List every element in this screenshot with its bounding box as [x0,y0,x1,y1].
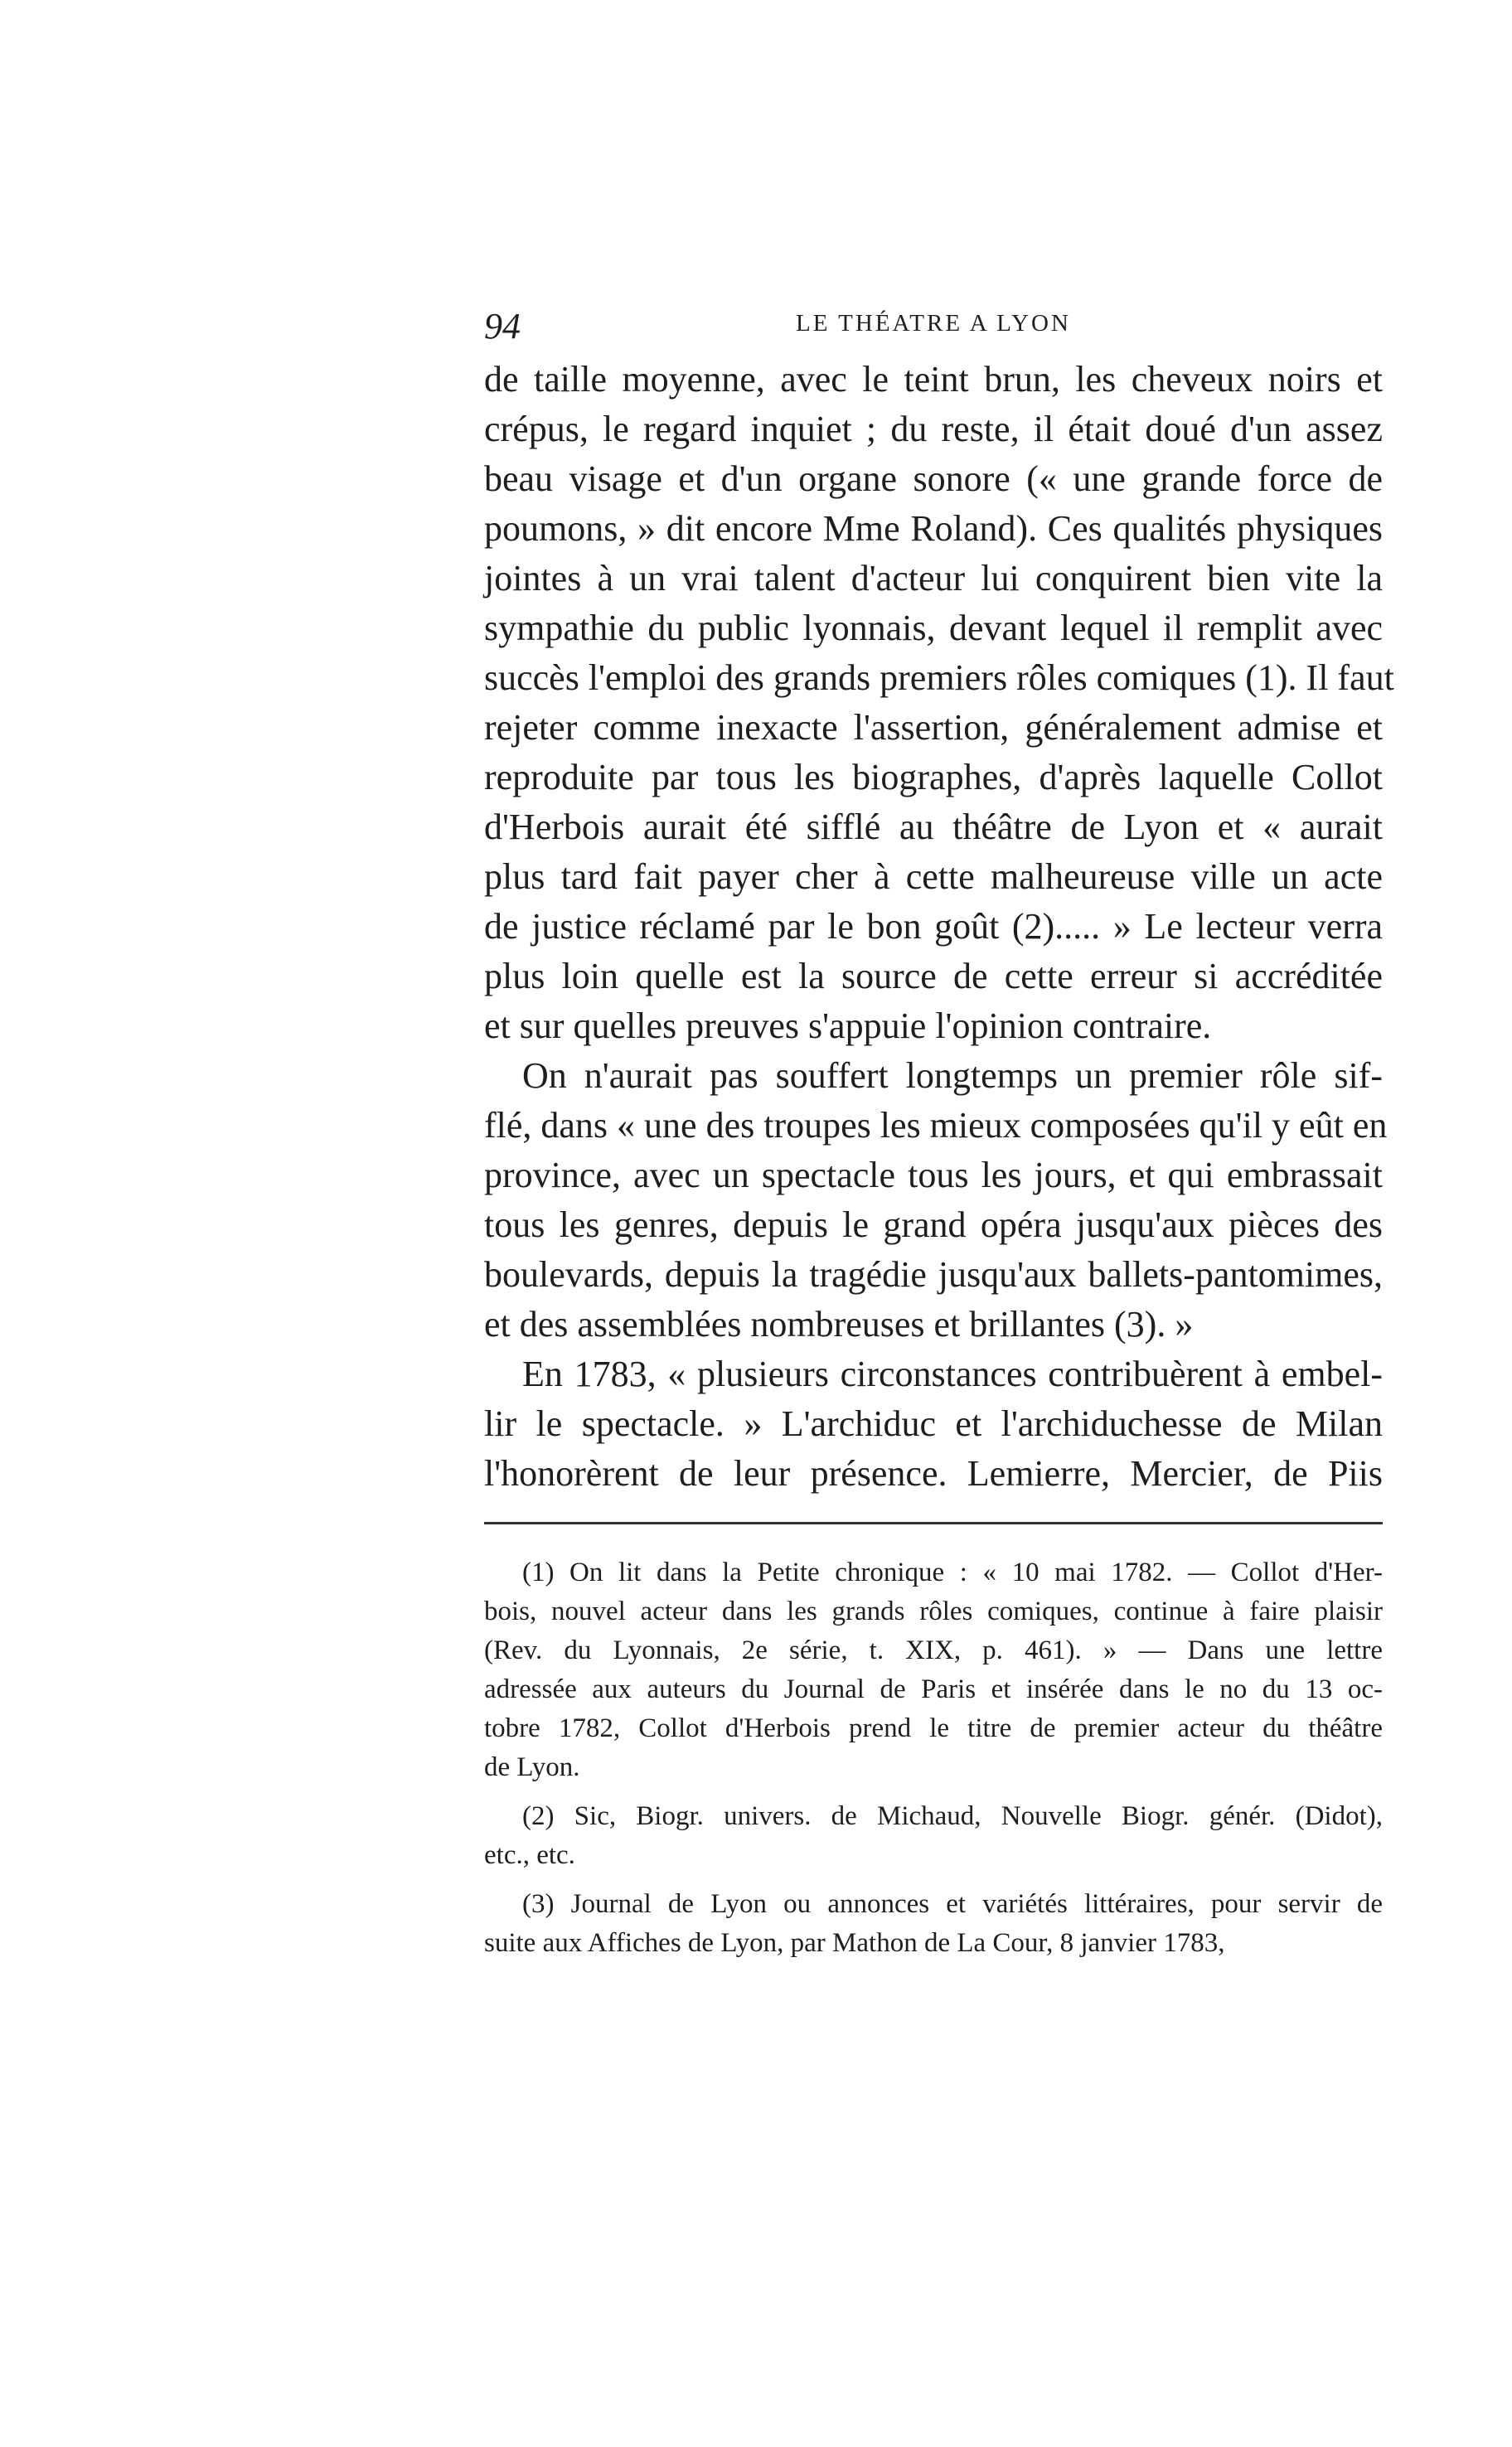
text-line: d'Herbois aurait été sifflé au théâtre de Lyon et « aurait [484,807,1383,847]
text-line: rejeter comme inexacte l'assertion, généralement admise et [484,707,1383,748]
page-header [484,305,1383,355]
footnote-line: etc., etc. [484,1840,575,1870]
text-line: beau visage et d'un organe sonore (« une grande force de [484,458,1383,499]
footnote-line: (2) Sic, Biogr. univers. de Michaud, Nouvelle Biogr. génér. (Didot), [522,1801,1383,1831]
footnote-line: (Rev. du Lyonnais, 2e série, t. XIX, p. 461). » — Dans une lettre [484,1635,1383,1665]
text-line: et des assemblées nombreuses et brillantes (3). » [484,1304,1194,1345]
text-line: En 1783, « plusieurs circonstances contribuèrent à embel- [522,1354,1383,1394]
footnote-3 [484,1885,1383,1963]
text-line: succès l'emploi des grands premiers rôles comiques (1). Il faut [484,657,1394,698]
text-line: On n'aurait pas souffert longtemps un premier rôle sif- [522,1055,1383,1096]
text-line: province, avec un spectacle tous les jours, et qui embrassait [484,1155,1383,1195]
text-line: crépus, le regard inquiet ; du reste, il était doué d'un assez [484,409,1383,449]
page-number: 94 [484,306,521,346]
text-line: sympathie du public lyonnais, devant lequel il remplit avec [484,608,1383,648]
footnote-divider [484,1522,1383,1524]
text-line: boulevards, depuis la tragédie jusqu'aux ballets-pantomimes, [484,1254,1383,1295]
footnote-line: de Lyon. [484,1752,580,1782]
footnote-1 [484,1553,1383,1787]
text-line: plus loin quelle est la source de cette erreur si accréditée [484,956,1383,996]
footnote-line: suite aux Affiches de Lyon, par Mathon de La Cour, 8 janvier 1783, [484,1928,1225,1958]
text-line: et sur quelles preuves s'appuie l'opinion contraire. [484,1005,1212,1046]
text-line: de justice réclamé par le bon goût (2)..... » Le lecteur verra [484,906,1383,947]
footnote-2 [484,1797,1383,1875]
text-line: reproduite par tous les biographes, d'après laquelle Collot [484,757,1383,797]
footnotes [484,1553,1383,1963]
footnote-line: tobre 1782, Collot d'Herbois prend le titre de premier acteur du théâtre [484,1713,1383,1743]
footnote-line: bois, nouvel acteur dans les grands rôles comiques, continue à faire plaisir [484,1597,1383,1626]
footnote-line: (1) On lit dans la Petite chronique : « 10 mai 1782. — Collot d'Her- [522,1558,1383,1587]
running-title: LE THÉATRE A LYON [796,310,1071,337]
text-line: plus tard fait payer cher à cette malheureuse ville un acte [484,856,1383,897]
text-line: flé, dans « une des troupes les mieux composées qu'il y eût en [484,1105,1388,1146]
main-text [484,355,1394,1499]
text-line: jointes à un vrai talent d'acteur lui conquirent bien vite la [484,558,1383,598]
text-line: poumons, » dit encore Mme Roland). Ces qualités physiques [484,508,1383,549]
text-line: lir le spectacle. » L'archiduc et l'archiduchesse de Milan [484,1403,1383,1444]
text-line: tous les genres, depuis le grand opéra jusqu'aux pièces des [484,1204,1383,1245]
text-line: de taille moyenne, avec le teint brun, les cheveux noirs et [484,359,1383,400]
text-line: l'honorèrent de leur présence. Lemierre, Mercier, de Piis [484,1453,1383,1494]
footnote-line: adressée aux auteurs du Journal de Paris et insérée dans le no du 13 oc- [484,1674,1383,1704]
footnote-line: (3) Journal de Lyon ou annonces et variétés littéraires, pour servir de [522,1889,1383,1919]
